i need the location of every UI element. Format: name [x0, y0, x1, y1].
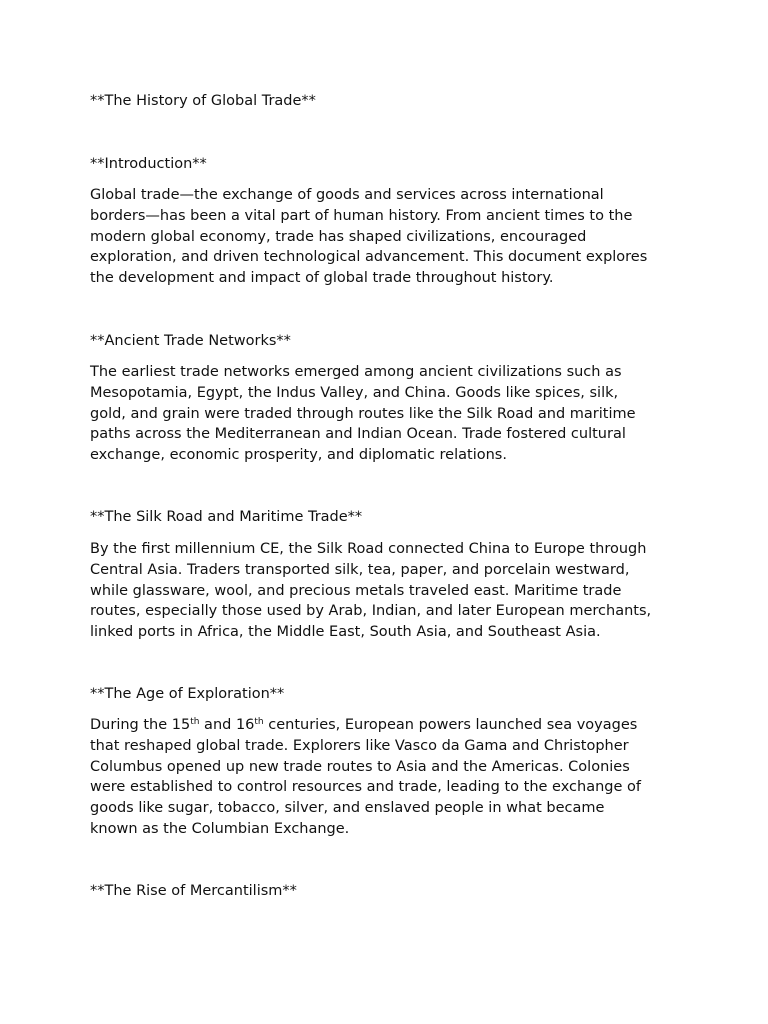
paragraph-line — [90, 715, 690, 736]
text-run: During the 15 — [90, 717, 191, 733]
section-heading-rise-of-mercantilism: **The Rise of Mercantilism** — [90, 883, 297, 899]
paragraph-line: that reshaped global trade. Explorers like Vasco da Gama and Christopher — [90, 737, 629, 754]
paragraph-line: Global trade—the exchange of goods and services across international — [90, 187, 604, 203]
superscript: th — [190, 717, 200, 727]
paragraph-silk-road — [90, 539, 690, 643]
paragraph-line: By the first millennium CE, the Silk Road connected China to Europe through — [90, 541, 647, 557]
text-run: and 16 — [199, 717, 255, 733]
text-run: centuries, European powers launched sea voyages — [263, 717, 638, 733]
section-heading-silk-road: **The Silk Road and Maritime Trade** — [90, 509, 363, 525]
paragraph-line: while glassware, wool, and precious metals traveled east. Maritime trade — [90, 582, 622, 599]
paragraph-line: exchange, economic prosperity, and diplomatic relations. — [90, 447, 507, 464]
section-heading-introduction: **Introduction** — [90, 156, 207, 172]
section-heading-ancient-trade-networks: **Ancient Trade Networks** — [90, 333, 291, 349]
document-title: **The History of Global Trade** — [90, 93, 316, 109]
paragraph-introduction — [90, 185, 690, 289]
paragraph-line: known as the Columbian Exchange. — [90, 820, 350, 837]
paragraph-line: exploration, and driven technological advancement. This document explores — [90, 249, 648, 266]
paragraph-line: borders—has been a vital part of human history. From ancient times to the — [90, 207, 633, 224]
paragraph-line: Columbus opened up new trade routes to Asia and the Americas. Colonies — [90, 758, 630, 775]
superscript: th — [254, 717, 264, 727]
paragraph-line: modern global economy, trade has shaped civilizations, encouraged — [90, 228, 587, 245]
paragraph-line: Central Asia. Traders transported silk, tea, paper, and porcelain westward, — [90, 561, 630, 578]
paragraph-line: gold, and grain were traded through routes like the Silk Road and maritime — [90, 405, 636, 422]
paragraph-line: the development and impact of global trade throughout history. — [90, 270, 554, 287]
paragraph-line: linked ports in Africa, the Middle East, South Asia, and Southeast Asia. — [90, 624, 601, 641]
paragraph-line: were established to control resources and trade, leading to the exchange of — [90, 779, 641, 796]
paragraph-line: Mesopotamia, Egypt, the Indus Valley, and China. Goods like spices, silk, — [90, 384, 619, 401]
paragraph-line: The earliest trade networks emerged among ancient civilizations such as — [90, 364, 622, 380]
paragraph-ancient-trade-networks — [90, 362, 690, 466]
paragraph-line: routes, especially those used by Arab, Indian, and later European merchants, — [90, 603, 652, 620]
paragraph-age-of-exploration — [90, 715, 690, 840]
section-heading-age-of-exploration: **The Age of Exploration** — [90, 686, 285, 702]
paragraph-line: paths across the Mediterranean and Indian Ocean. Trade fostered cultural — [90, 426, 626, 443]
paragraph-line: goods like sugar, tobacco, silver, and enslaved people in what became — [90, 800, 605, 817]
